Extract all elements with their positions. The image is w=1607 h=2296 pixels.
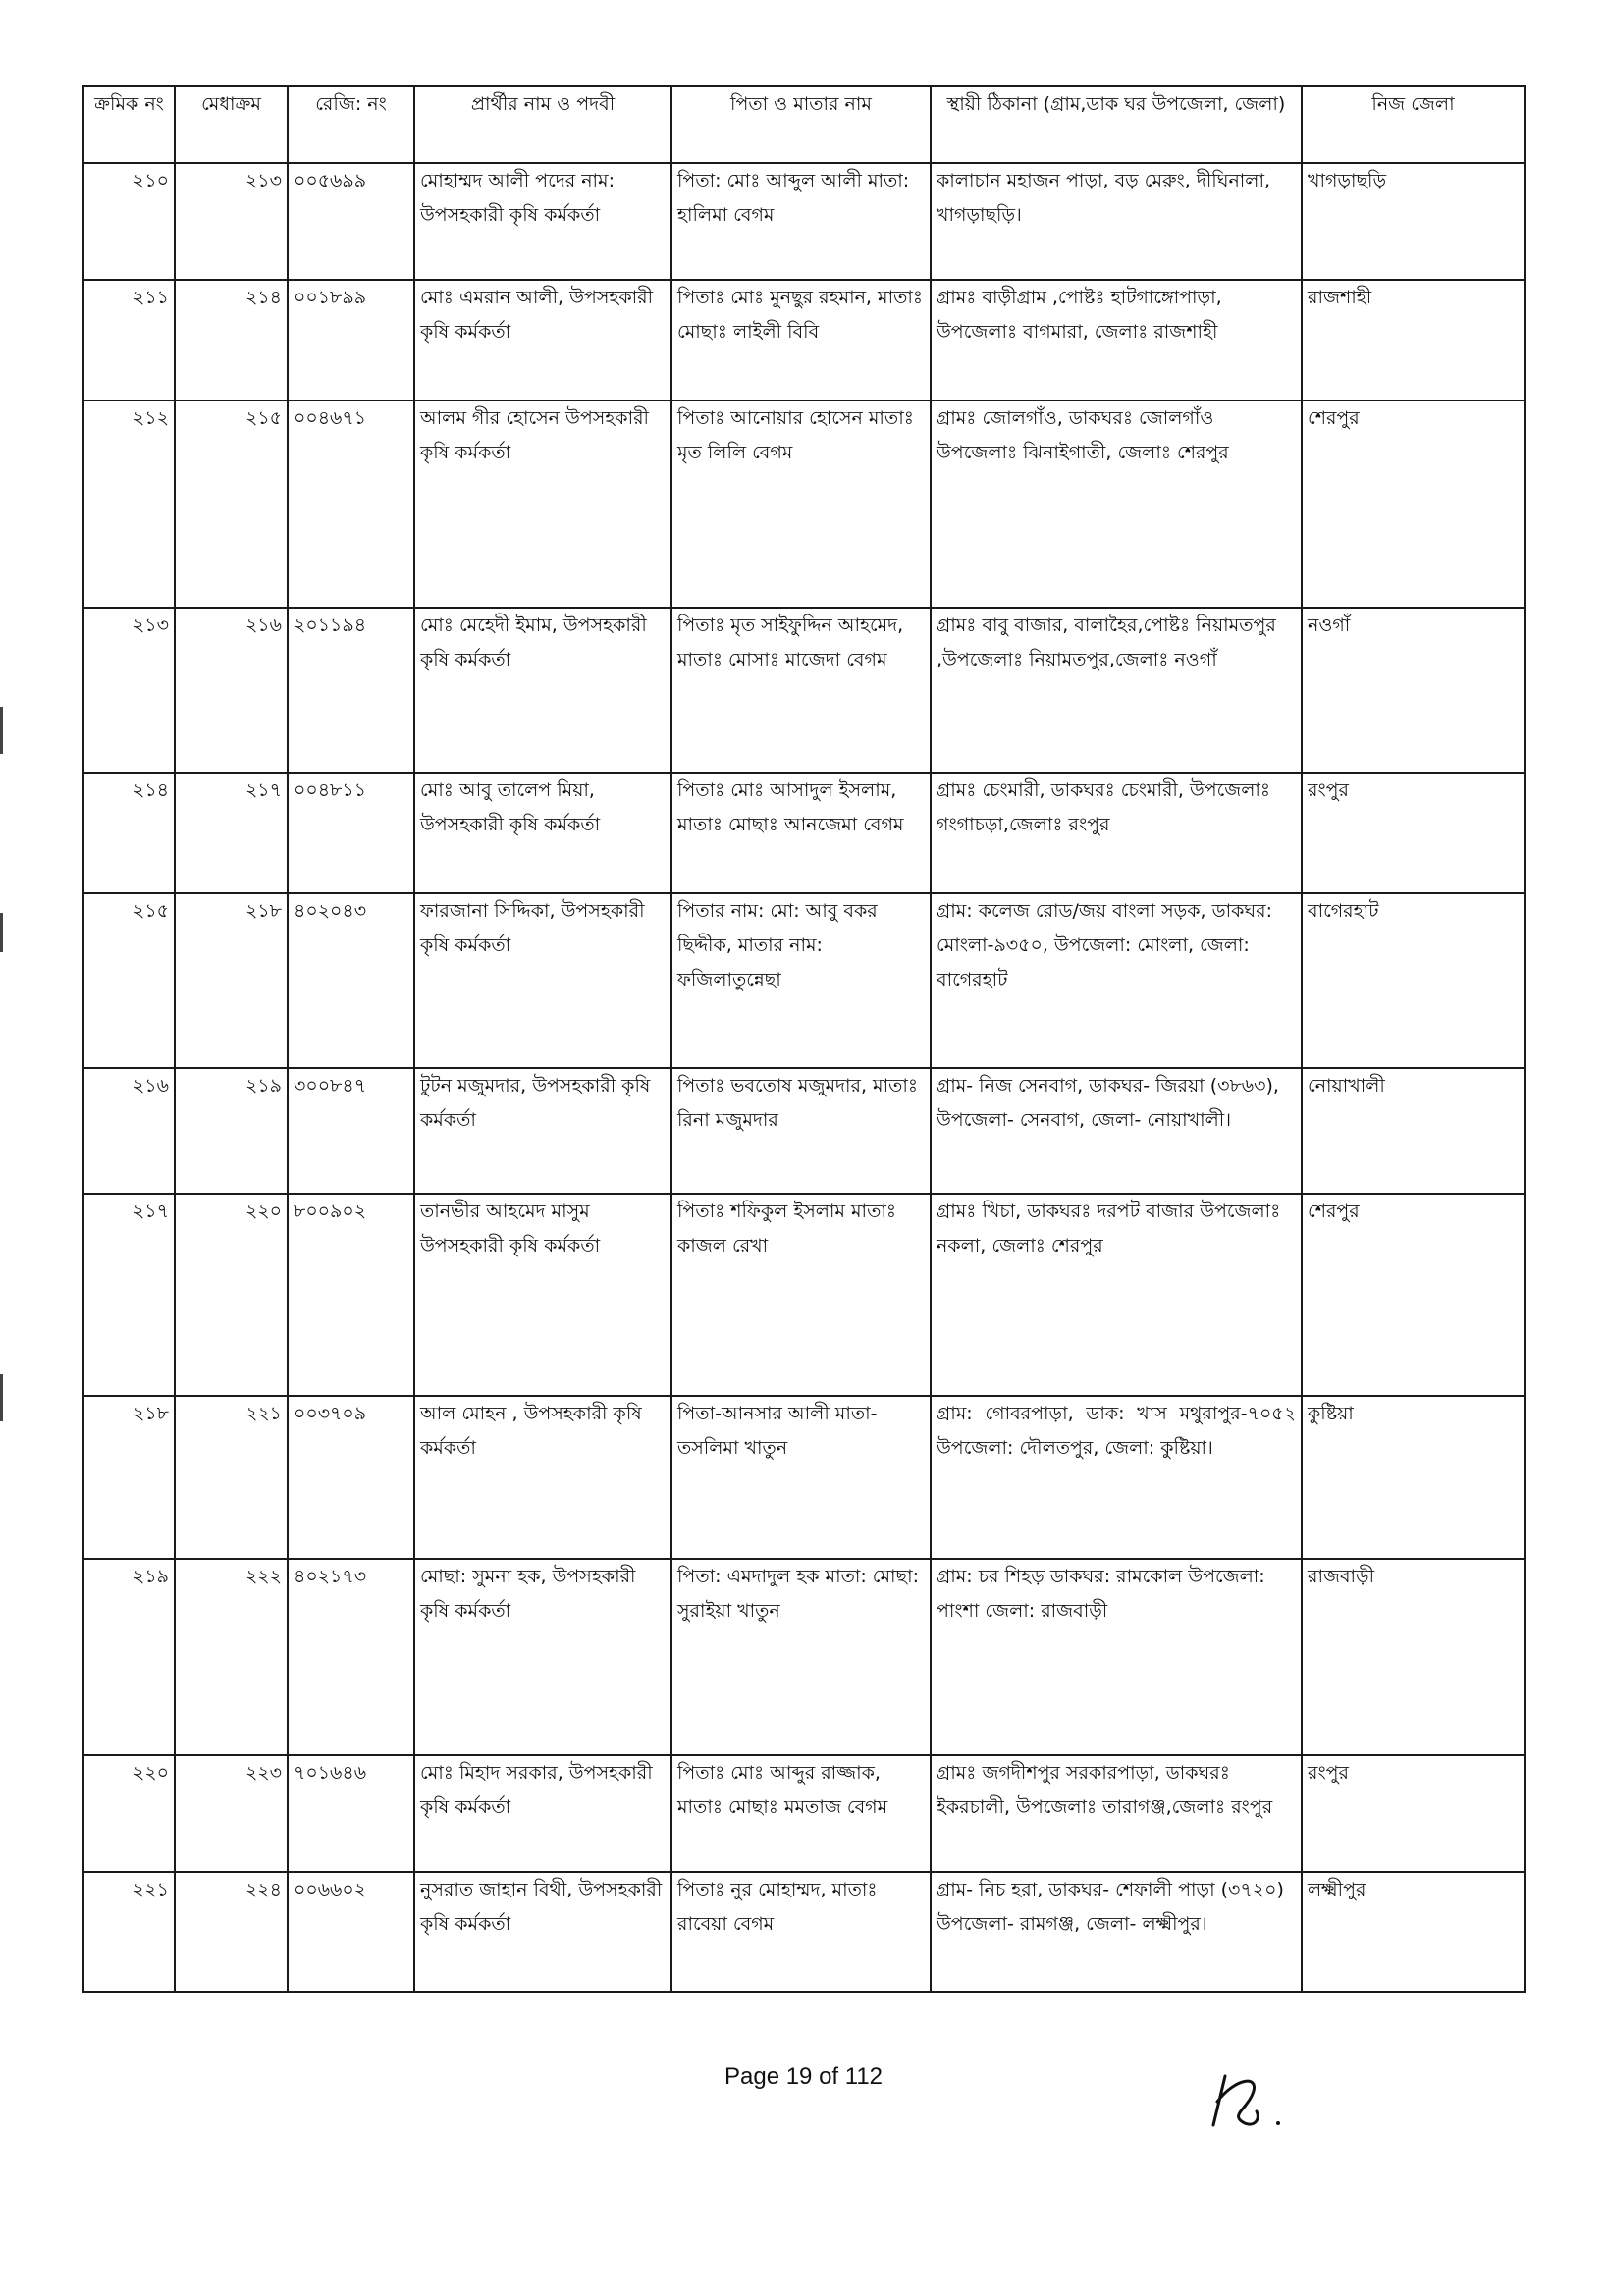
cell-merit: ২২০ bbox=[175, 1194, 288, 1396]
cell-reg: ০০৬৬০২ bbox=[288, 1872, 414, 1992]
table-row bbox=[83, 1068, 1525, 1194]
cell-name: ফারজানা সিদ্দিকা, উপসহকারী কৃষি কর্মকর্তা bbox=[414, 893, 671, 1068]
cell-name: নুসরাত জাহান বিথী, উপসহকারী কৃষি কর্মকর্তা bbox=[414, 1872, 671, 1992]
cell-district: নোয়াখালী bbox=[1302, 1068, 1525, 1194]
cell-district: শেরপুর bbox=[1302, 1194, 1525, 1396]
table-row bbox=[83, 1194, 1525, 1396]
cell-reg: ৮০০৯০২ bbox=[288, 1194, 414, 1396]
cell-serial: ২১১ bbox=[83, 280, 175, 400]
cell-reg: ০০৩৭০৯ bbox=[288, 1396, 414, 1559]
cell-reg: ৪০২০৪৩ bbox=[288, 893, 414, 1068]
cell-reg: ০০৫৬৯৯ bbox=[288, 163, 414, 280]
candidate-table bbox=[82, 85, 1526, 1993]
cell-parents: পিতা-আনসার আলী মাতা-তসলিমা খাতুন bbox=[671, 1396, 931, 1559]
cell-merit: ২১৪ bbox=[175, 280, 288, 400]
header-reg: রেজি: নং bbox=[288, 86, 414, 163]
cell-address: গ্রামঃ বাড়ীগ্রাম ,পোষ্টঃ হাটগাঙ্গোপাড়া, উপজেলাঃ বাগমারা, জেলাঃ রাজশাহী bbox=[931, 280, 1302, 400]
cell-parents: পিতাঃ শফিকুল ইসলাম মাতাঃ কাজল রেখা bbox=[671, 1194, 931, 1396]
cell-name: মোঃ আবু তালেপ মিয়া, উপসহকারী কৃষি কর্মকর্তা bbox=[414, 773, 671, 893]
cell-reg: ৭০১৬৪৬ bbox=[288, 1755, 414, 1872]
cell-name: আলম গীর হোসেন উপসহকারী কৃষি কর্মকর্তা bbox=[414, 400, 671, 608]
header-name: প্রার্থীর নাম ও পদবী bbox=[414, 86, 671, 163]
cell-name: আল মোহন , উপসহকারী কৃষি কর্মকর্তা bbox=[414, 1396, 671, 1559]
cell-merit: ২১৯ bbox=[175, 1068, 288, 1194]
cell-serial: ২১২ bbox=[83, 400, 175, 608]
table-header-row bbox=[83, 86, 1525, 163]
cell-name: মোছা: সুমনা হক, উপসহকারী কৃষি কর্মকর্তা bbox=[414, 1559, 671, 1755]
table-row bbox=[83, 280, 1525, 400]
header-parents: পিতা ও মাতার নাম bbox=[671, 86, 931, 163]
cell-district: রাজশাহী bbox=[1302, 280, 1525, 400]
cell-address: গ্রামঃ চেংমারী, ডাকঘরঃ চেংমারী, উপজেলাঃ গংগাচড়া,জেলাঃ রংপুর bbox=[931, 773, 1302, 893]
cell-district: নওগাঁ bbox=[1302, 608, 1525, 773]
cell-address: গ্রাম: কলেজ রোড/জয় বাংলা সড়ক, ডাকঘর: মোংলা-৯৩৫০, উপজেলা: মোংলা, জেলা: বাগেরহাট bbox=[931, 893, 1302, 1068]
cell-name: মোঃ মিহাদ সরকার, উপসহকারী কৃষি কর্মকর্তা bbox=[414, 1755, 671, 1872]
cell-name: মোঃ এমরান আলী, উপসহকারী কৃষি কর্মকর্তা bbox=[414, 280, 671, 400]
cell-name: মোহাম্মদ আলী পদের নাম: উপসহকারী কৃষি কর্মকর্তা bbox=[414, 163, 671, 280]
cell-merit: ২২৪ bbox=[175, 1872, 288, 1992]
cell-serial: ২১৭ bbox=[83, 1194, 175, 1396]
cell-merit: ২২২ bbox=[175, 1559, 288, 1755]
cell-parents: পিতাঃ আনোয়ার হোসেন মাতাঃ মৃত লিলি বেগম bbox=[671, 400, 931, 608]
cell-parents: পিতাঃ মৃত সাইফুদ্দিন আহমেদ, মাতাঃ মোসাঃ মাজেদা বেগম bbox=[671, 608, 931, 773]
cell-serial: ২১৫ bbox=[83, 893, 175, 1068]
table-row bbox=[83, 773, 1525, 893]
cell-reg: ০০১৮৯৯ bbox=[288, 280, 414, 400]
cell-district: রংপুর bbox=[1302, 773, 1525, 893]
cell-merit: ২১৬ bbox=[175, 608, 288, 773]
cell-merit: ২২৩ bbox=[175, 1755, 288, 1872]
cell-serial: ২১৬ bbox=[83, 1068, 175, 1194]
cell-reg: ২০১১৯৪ bbox=[288, 608, 414, 773]
header-district: নিজ জেলা bbox=[1302, 86, 1525, 163]
cell-address: গ্রামঃ জোলগাঁও, ডাকঘরঃ জোলগাঁও উপজেলাঃ ঝিনাইগাতী, জেলাঃ শেরপুর bbox=[931, 400, 1302, 608]
cell-serial: ২১৮ bbox=[83, 1396, 175, 1559]
cell-address: গ্রাম- নিচ হরা, ডাকঘর- শেফালী পাড়া (৩৭২০) উপজেলা- রামগঞ্জ, জেলা- লক্ষ্মীপুর। bbox=[931, 1872, 1302, 1992]
cell-reg: ০০৪৬৭১ bbox=[288, 400, 414, 608]
cell-district: খাগড়াছড়ি bbox=[1302, 163, 1525, 280]
table-row bbox=[83, 1559, 1525, 1755]
cell-parents: পিতা: এমদাদুল হক মাতা: মোছা: সুরাইয়া খাতুন bbox=[671, 1559, 931, 1755]
header-serial: ক্রমিক নং bbox=[83, 86, 175, 163]
cell-merit: ২১৭ bbox=[175, 773, 288, 893]
cell-merit: ২১৮ bbox=[175, 893, 288, 1068]
cell-address: গ্রাম- নিজ সেনবাগ, ডাকঘর- জিরয়া (৩৮৬৩), উপজেলা- সেনবাগ, জেলা- নোয়াখালী। bbox=[931, 1068, 1302, 1194]
cell-serial: ২২০ bbox=[83, 1755, 175, 1872]
cell-address: কালাচান মহাজন পাড়া, বড় মেরুং, দীঘিনালা, খাগড়াছড়ি। bbox=[931, 163, 1302, 280]
table-row bbox=[83, 893, 1525, 1068]
table-row bbox=[83, 1396, 1525, 1559]
header-merit: মেধাক্রম bbox=[175, 86, 288, 163]
cell-reg: ০০৪৮১১ bbox=[288, 773, 414, 893]
scan-edge-mark bbox=[0, 913, 3, 952]
cell-name: মোঃ মেহেদী ইমাম, উপসহকারী কৃষি কর্মকর্তা bbox=[414, 608, 671, 773]
cell-district: বাগেরহাট bbox=[1302, 893, 1525, 1068]
cell-district: শেরপুর bbox=[1302, 400, 1525, 608]
cell-address: গ্রাম: গোবরপাড়া, ডাক: খাস মথুরাপুর-৭০৫২ উপজেলা: দৌলতপুর, জেলা: কুষ্টিয়া। bbox=[931, 1396, 1302, 1559]
cell-district: লক্ষ্মীপুর bbox=[1302, 1872, 1525, 1992]
cell-merit: ২১৫ bbox=[175, 400, 288, 608]
scan-edge-mark bbox=[0, 1374, 3, 1421]
cell-name: তানভীর আহমেদ মাসুম উপসহকারী কৃষি কর্মকর্তা bbox=[414, 1194, 671, 1396]
cell-district: রংপুর bbox=[1302, 1755, 1525, 1872]
cell-serial: ২১০ bbox=[83, 163, 175, 280]
page-number: Page 19 of 112 bbox=[723, 2063, 884, 2090]
header-address: স্থায়ী ঠিকানা (গ্রাম,ডাক ঘর উপজেলা, জেলা) bbox=[931, 86, 1302, 163]
cell-district: কুষ্টিয়া bbox=[1302, 1396, 1525, 1559]
cell-reg: ৪০২১৭৩ bbox=[288, 1559, 414, 1755]
cell-parents: পিতাঃ মোঃ আসাদুল ইসলাম, মাতাঃ মোছাঃ আনজেমা বেগম bbox=[671, 773, 931, 893]
table-row bbox=[83, 1872, 1525, 1992]
table-row bbox=[83, 1755, 1525, 1872]
cell-merit: ২১৩ bbox=[175, 163, 288, 280]
cell-parents: পিতার নাম: মো: আবু বকর ছিদ্দীক, মাতার নাম: ফজিলাতুন্নেছা bbox=[671, 893, 931, 1068]
cell-address: গ্রামঃ খিচা, ডাকঘরঃ দরপট বাজার উপজেলাঃ নকলা, জেলাঃ শেরপুর bbox=[931, 1194, 1302, 1396]
table-row bbox=[83, 400, 1525, 608]
cell-parents: পিতাঃ মোঃ মুনছুর রহমান, মাতাঃ মোছাঃ লাইলী বিবি bbox=[671, 280, 931, 400]
cell-address: গ্রামঃ বাবু বাজার, বালাহৈর,পোষ্টঃ নিয়ামতপুর ,উপজেলাঃ নিয়ামতপুর,জেলাঃ নওগাঁ bbox=[931, 608, 1302, 773]
cell-parents: পিতাঃ নুর মোহাম্মদ, মাতাঃ রাবেয়া বেগম bbox=[671, 1872, 931, 1992]
table-row bbox=[83, 608, 1525, 773]
cell-address: গ্রামঃ জগদীশপুর সরকারপাড়া, ডাকঘরঃ ইকরচালী, উপজেলাঃ তারাগঞ্জ,জেলাঃ রংপুর bbox=[931, 1755, 1302, 1872]
cell-serial: ২১৪ bbox=[83, 773, 175, 893]
cell-serial: ২১৯ bbox=[83, 1559, 175, 1755]
signature bbox=[1200, 2066, 1308, 2135]
cell-parents: পিতাঃ ভবতোষ মজুমদার, মাতাঃ রিনা মজুমদার bbox=[671, 1068, 931, 1194]
scan-edge-mark bbox=[0, 707, 3, 754]
cell-parents: পিতা: মোঃ আব্দুল আলী মাতা: হালিমা বেগম bbox=[671, 163, 931, 280]
cell-district: রাজবাড়ী bbox=[1302, 1559, 1525, 1755]
cell-address: গ্রাম: চর শিহড় ডাকঘর: রামকোল উপজেলা: পাংশা জেলা: রাজবাড়ী bbox=[931, 1559, 1302, 1755]
cell-serial: ২১৩ bbox=[83, 608, 175, 773]
cell-reg: ৩০০৮৪৭ bbox=[288, 1068, 414, 1194]
table-row bbox=[83, 163, 1525, 280]
cell-merit: ২২১ bbox=[175, 1396, 288, 1559]
cell-serial: ২২১ bbox=[83, 1872, 175, 1992]
cell-name: টুটন মজুমদার, উপসহকারী কৃষি কর্মকর্তা bbox=[414, 1068, 671, 1194]
cell-parents: পিতাঃ মোঃ আব্দুর রাজ্জাক, মাতাঃ মোছাঃ মমতাজ বেগম bbox=[671, 1755, 931, 1872]
